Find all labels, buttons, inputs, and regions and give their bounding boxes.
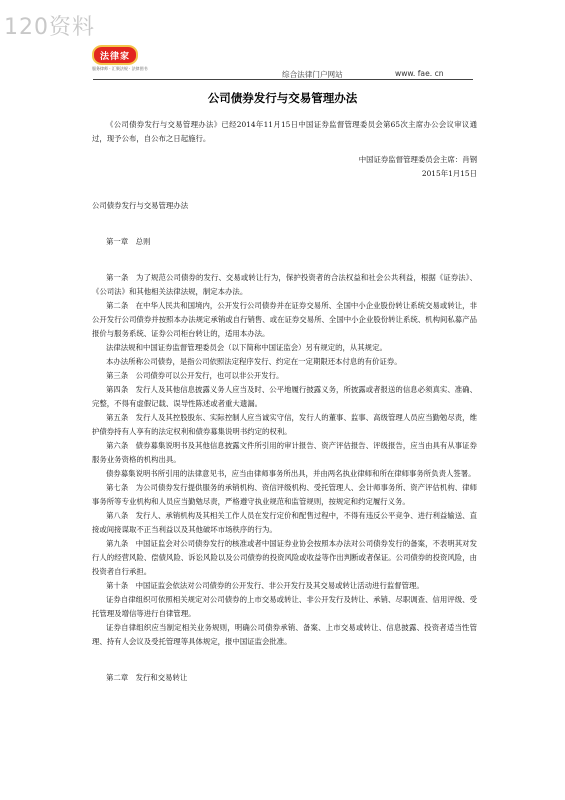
document-title: 公司债券发行与交易管理办法	[207, 91, 358, 105]
article-paragraph: 债券募集说明书所引用的法律意见书，应当由律师事务所出具，并由两名执业律师和所在律师事务所负责人签署。	[106, 469, 476, 478]
chapter-heading: 第一章 总则	[106, 237, 151, 246]
doc-name-line: 公司债券发行与交易管理办法	[92, 201, 189, 210]
chapter-heading: 第二章 发行和交易转让	[106, 673, 188, 682]
article-paragraph: 第八条 发行人、承销机构及其相关工作人员在发行定价和配售过程中，不得有违反公平竞争、进行利益输送、直接或间接谋取不正当利益以及其他破坏市场秩序的行为。	[92, 511, 477, 534]
article-paragraph: 法律法规和中国证券监督管理委员会（以下简称中国证监会）另有规定的，从其规定。	[106, 343, 387, 352]
signature-date: 2015年1月15日	[421, 169, 477, 178]
article-paragraph: 第四条 发行人及其他信息披露义务人应当及时、公平地履行披露义务，所披露或者报送的信息必须真实、准确、完整，不得有虚假记载、误导性陈述或者重大遗漏。	[92, 385, 477, 408]
header-site-link[interactable]: www. fae. cn	[395, 69, 444, 78]
document-body	[92, 118, 477, 685]
intro-paragraph: 《公司债券发行与交易管理办法》已经2014年11月15日中国证券监督管理委员会第65次主席办公会议审议通过，现予公布，自公布之日起施行。	[92, 120, 477, 143]
article-paragraph: 第十条 中国证监会依法对公司债券的公开发行、非公开发行及其交易或转让活动进行监督管理。	[106, 581, 424, 590]
site-logo[interactable]	[92, 45, 148, 75]
article-paragraph: 证券自律组织可依照相关规定对公司债券的上市交易或转让、非公开发行及转让、承销、尽职调查、信用评级、受托管理及增信等进行自律管理。	[92, 595, 477, 618]
article-paragraph: 第三条 公司债券可以公开发行，也可以非公开发行。	[106, 371, 284, 380]
article-paragraph: 第九条 中国证监会对公司债券发行的核准或者中国证券业协会按照本办法对公司债券发行的备案，不表明其对发行人的经营风险、偿债风险、诉讼风险以及公司债券的投资风险或收益等作出判断或者保证。公司债券的投资风险，由投资者自行承担。	[92, 539, 477, 576]
article-paragraph: 证券自律组织应当制定相关业务规则，明确公司债券承销、备案、上市交易或转让、信息披露、投资者适当性管理、持有人会议及受托管理等具体规定，报中国证监会批准。	[92, 623, 477, 646]
logo-subtext: 服务律师 · 汇聚法规 · 法律图书	[92, 66, 148, 71]
article-paragraph: 第五条 发行人及其控股股东、实际控制人应当诚实守信，发行人的董事、监事、高级管理人员应当勤勉尽责，维护债券持有人享有的法定权利和债券募集说明书约定的权利。	[92, 413, 477, 436]
header-divider	[93, 79, 473, 80]
watermark-text: 120资料	[4, 15, 95, 40]
header-tagline: 综合法律门户网站	[282, 70, 343, 79]
article-paragraph: 第一条 为了规范公司债券的发行、交易或转让行为，保护投资者的合法权益和社会公共利益，根据《证券法》、《公司法》和其他相关法律法规，制定本办法。	[92, 273, 477, 296]
signature-issuer: 中国证券监督管理委员会主席：肖钢	[358, 155, 477, 164]
article-paragraph: 第二条 在中华人民共和国境内，公开发行公司债券并在证券交易所、全国中小企业股份转让系统交易或转让，非公开发行公司债券并按照本办法规定承销或自行销售、或在证券交易所、全国中小企业股份转让系统、机构间私募产品报价与服务系统、证券公司柜台转让的，适用本办法。	[92, 301, 477, 338]
logo-badge: 法律家	[92, 45, 138, 65]
article-paragraph: 第七条 为公司债券发行提供服务的承销机构、资信评级机构、受托管理人、会计师事务所、资产评估机构、律师事务所等专业机构和人员应当勤勉尽责，严格遵守执业规范和监管规则，按规定和约定履行义务。	[92, 483, 477, 506]
article-paragraph: 本办法所称公司债券，是指公司依照法定程序发行、约定在一定期限还本付息的有价证券。	[106, 357, 402, 366]
article-paragraph: 第六条 债券募集说明书及其他信息披露文件所引用的审计报告、资产评估报告、评级报告，应当由具有从事证券服务业务资格的机构出具。	[92, 441, 477, 464]
